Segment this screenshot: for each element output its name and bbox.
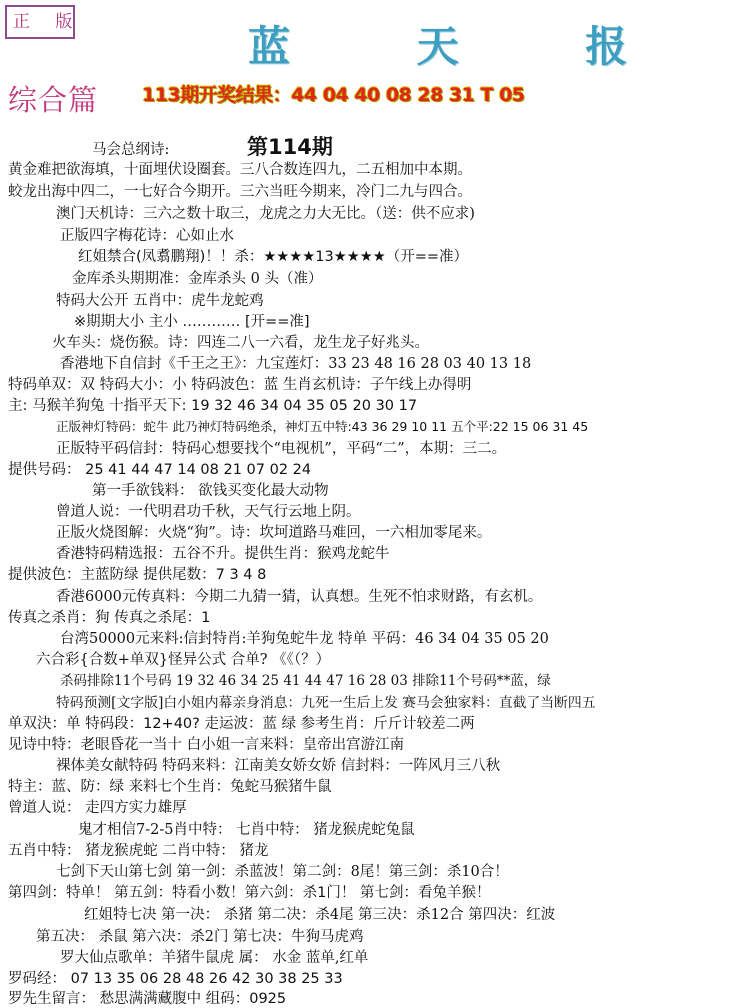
text-line-2: 黄金难把欲海填，十面埋伏设圈套。三八合数连四九，二五相加中本期。 [8,162,472,178]
text-line-7: 金库杀头期期准：金库杀头 0 头（准） [72,271,323,287]
section-title: 综合篇 [8,83,99,117]
issue-number: 第114期 [247,135,333,159]
text-line-36: 第四剑：特单！ 第五剑：特看小数！第六剑：杀1门！ 第七剑：看兔羊猴！ [8,885,491,901]
text-line-15: 正版特平码信封：特码心想要找个“电视机”，平码“二”，本期：三二。 [56,441,507,457]
text-line-11: 香港地下自信封《千王之王》：九宝莲灯：33 23 48 16 28 03 40 13 18 [60,356,532,372]
text-line-28: 单双決：单 特码段：12+40? 走运波：蓝 绿 参考生肖：斤斤计较差二两 [8,716,475,732]
text-line-41: 罗先生留言： 愁思满满藏腹中 组码：0925 [8,991,287,1007]
text-line-34: 五肖中特： 猪龙猴虎蛇 二肖中特： 猪龙 [8,843,269,859]
text-line-3: 蛟龙出海中四二，一七好合今期开。三六当旺今期来，冷门二九与四合。 [8,184,472,200]
text-line-29: 见诗中特：老眼昏花一当十 白小姐一言来料：皇帝出宫游江南 [8,737,405,753]
text-line-25: 六合彩{合数+单双}怪异公式 合单? 《《（？） [36,652,331,668]
text-line-27: 特码预测[文字版]白小姐内幕亲身消息：九死一生后上发 赛马会独家料：直截了当断四五 [56,695,596,711]
text-line-9: ※期期大小 主小 ………… [开==准] [74,314,310,330]
text-line-19: 正版火烧图解：火烧“狗”。诗：坎坷道路马难回，一六相加零尾来。 [56,525,492,541]
authentic-stamp: 正 版 [5,5,75,39]
text-line-26: 杀码排除11个号码 19 32 46 34 25 41 44 47 16 28 03 排除11个号码**蓝，绿 [60,673,551,689]
text-line-39: 罗大仙点歌单：羊猪牛鼠虎 属： 水金 蓝单,红单 [60,950,369,966]
text-line-6: 红姐禁合(凤翥鹏翔)！！杀：★★★★13★★★★（开==准） [78,249,469,265]
text-line-33: 鬼才相信7-2-5肖中特： 七肖中特： 猪龙猴虎蛇兔鼠 [78,822,415,838]
text-line-17: 第一手欲钱料： 欲钱买变化最大动物 [92,483,329,499]
newspaper-title: 蓝 天 报 [248,22,684,71]
text-line-20: 香港特码精选报：五谷不升。提供生肖：猴鸡龙蛇牛 [56,546,390,562]
text-line-38: 第五决： 杀鼠 第六决：杀2门 第七决：牛狗马虎鸡 [36,929,364,945]
text-line-12: 特码单双：双 特码大小：小 特码波色：蓝 生肖玄机诗：子午线上办得明 [8,377,472,393]
text-line-22: 香港6000元传真料：今期二九猜一猜，认真想。生死不怕求财路，有玄机。 [56,589,543,605]
text-line-13: 主: 马猴羊狗兔 十指平天下: 19 32 46 34 04 35 05 20 30 17 [8,398,418,414]
text-line-24: 台湾50000元来料:信封特肖:羊狗兔蛇牛龙 特单 平码：46 34 04 35 05 20 [60,631,549,647]
text-line-40: 罗码经： 07 13 35 06 28 48 26 42 30 38 25 33 [8,971,343,987]
text-line-37: 红姐特七决 第一决： 杀猪 第二决：杀4尾 第三决：杀12合 第四决：红波 [84,907,556,923]
text-line-30: 裸体美女献特码 特码来料：江南美女娇女娇 信封料：一阵风月三八秋 [56,758,501,774]
text-line-1: 马会总纲诗: [92,142,170,158]
text-line-5: 正版四字梅花诗：心如止水 [60,228,234,244]
text-line-10: 火车头：烧伤猴。诗：四连二八一六看，龙生龙子好兆头。 [52,335,429,351]
text-line-32: 曾道人说： 走四方实力雄厚 [8,800,187,816]
text-line-16: 提供号码： 25 41 44 47 14 08 21 07 02 24 [8,462,312,478]
text-line-18: 曾道人说：一代明君功千秋，天气行云地上阴。 [56,504,361,520]
text-line-23: 传真之杀肖：狗 传真之杀尾：1 [8,610,211,626]
text-line-31: 特主：蓝、防：绿 来料七个生肖：兔蛇马猴猪牛鼠 [8,779,332,795]
text-line-8: 特码大公开 五肖中：虎牛龙蛇鸡 [56,293,264,309]
text-line-14: 正版神灯特码：蛇牛 此乃神灯特码绝杀，神灯五中特:43 36 29 10 11 五个平:22 15 06 31 45 [56,419,589,434]
text-line-35: 七剑下天山第七剑 第一剑：杀蓝波！第二剑：8尾！第三剑：杀10合！ [56,864,509,880]
draw-result: 113期开奖结果：44 04 40 08 28 31 T 05 [142,84,525,106]
text-line-4: 澳门天机诗：三六之数十取三，龙虎之力大无比。（送：供不应求) [56,206,475,222]
text-line-21: 提供波色：主蓝防绿 提供尾数：7 3 4 8 [8,567,267,583]
